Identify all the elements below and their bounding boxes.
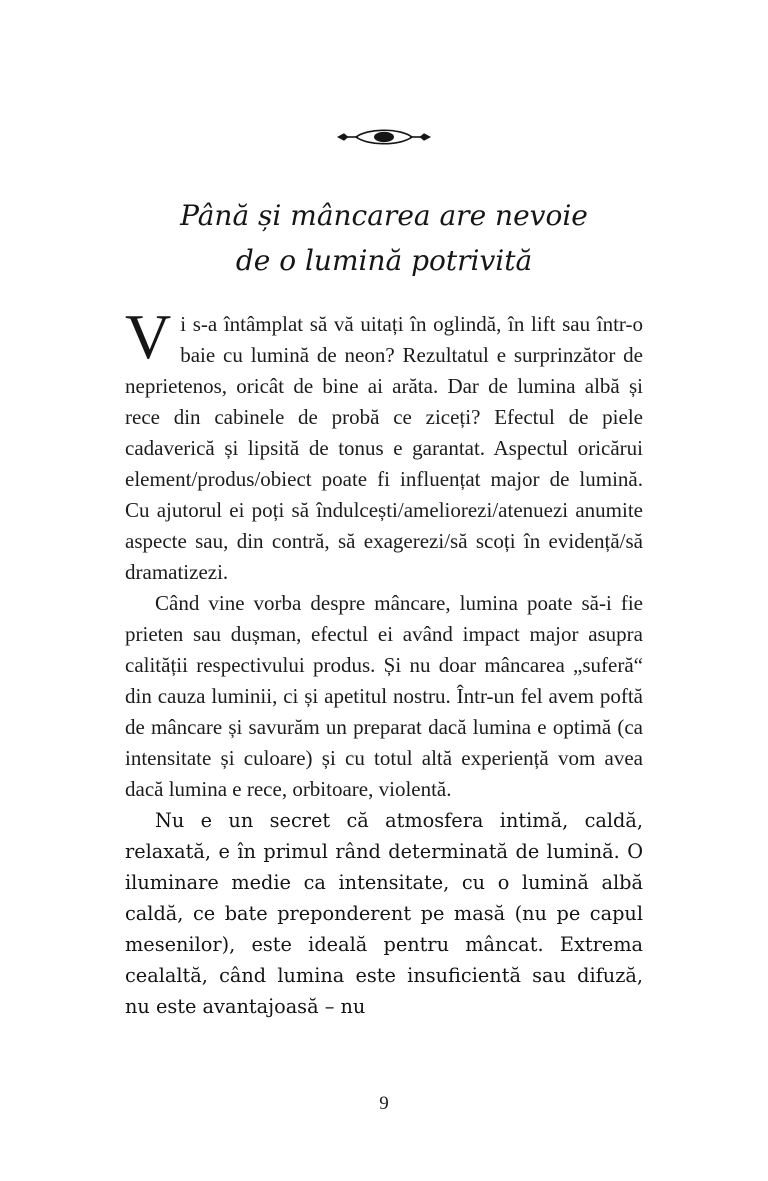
paragraph-1-text: i s-a întâmplat să vă uitați în oglindă, în lift sau într-o baie cu lumină de neon? Rezultatul e surprinzător de neprietenos, oricât de bine ai arăta. Dar de lumina albă și rece din cabinele de probă ce ziceți? Efectul de piele cadaverică și lipsită de tonus e garantat. Aspectul oricărui element/produs/obiect poate fi influențat major de lumină. Cu ajutorul ei poți să îndulcești/ameliorezi/atenuezi anumite aspecte sau, din contră, să exagerezi/să scoți în evidență/să dramatizezi. bbox=[125, 312, 643, 584]
paragraph-1 bbox=[125, 301, 643, 588]
body-text bbox=[125, 301, 643, 1022]
chapter-title-line2: de o lumină potrivită bbox=[235, 244, 533, 277]
paragraph-2: Când vine vorba despre mâncare, lumina poate să-i fie prieten sau dușman, efectul ei având impact major asupra calității respectivului produs. Și nu doar mâncarea „suferă“ din cauza luminii, ci și apetitul nostru. Într-un fel avem poftă de mâncare și savurăm un preparat dacă lumina e optimă (ca intensitate și culoare) și cu totul altă experiență vom avea dacă lumina e rece, orbitoare, violentă. bbox=[125, 591, 643, 801]
drop-cap: V bbox=[125, 301, 172, 372]
chapter-title-line1: Până și mâncarea are nevoie bbox=[180, 199, 588, 232]
page-number: 9 bbox=[379, 1093, 389, 1114]
chapter-title bbox=[0, 193, 768, 283]
ornament-divider-icon bbox=[329, 126, 439, 153]
paragraph-3: Nu e un secret că atmosfera intimă, caldă, relaxată, e în primul rând determinată de lumină. O iluminare medie ca intensitate, cu o lumină albă caldă, ce bate preponderent pe masă (nu pe capul mesenilor), este ideală pentru mâncat. Extrema cealaltă, când lumina este insuficientă sau difuză, nu este avantajoasă – nu bbox=[125, 809, 643, 1018]
